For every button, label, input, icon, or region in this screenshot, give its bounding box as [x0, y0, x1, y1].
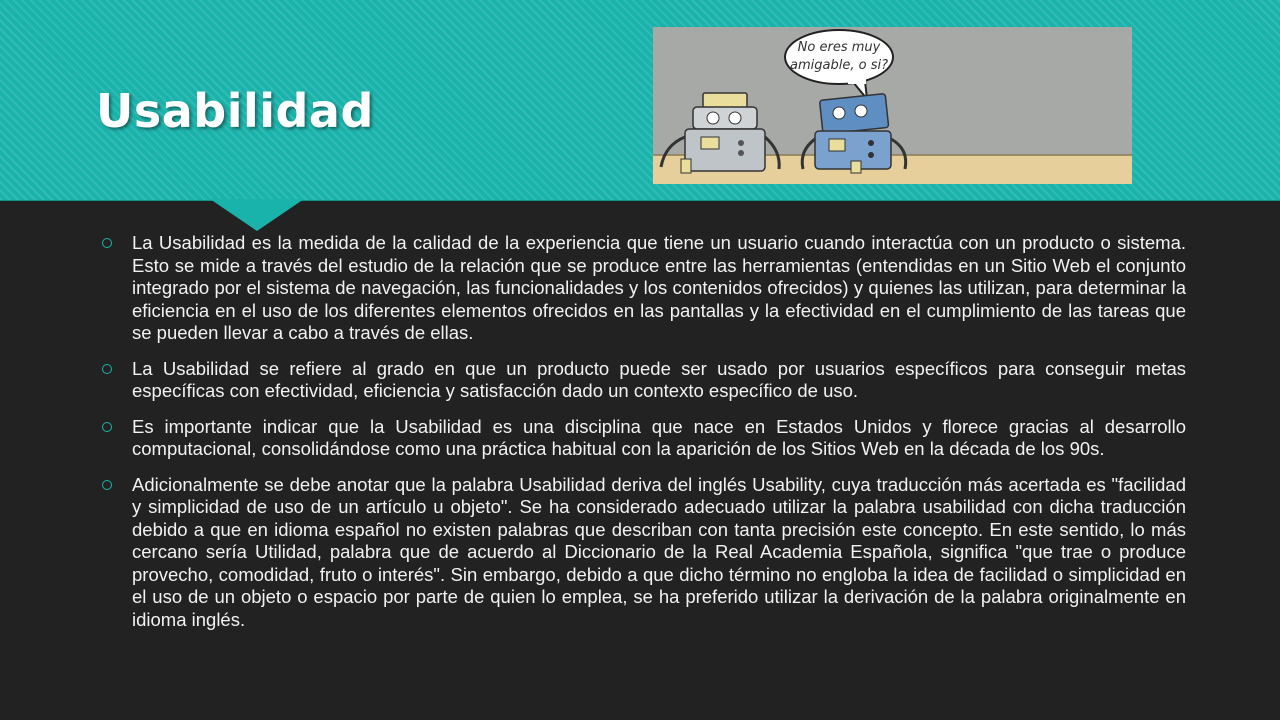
bullet-circle-icon	[102, 480, 112, 490]
bullet-circle-icon	[102, 422, 112, 432]
banner-notch	[210, 199, 304, 231]
robots-cartoon-illustration	[653, 27, 1132, 184]
bullet-item-3	[100, 416, 1186, 461]
bullet-list	[100, 232, 1186, 644]
robots-cartoon-image	[653, 27, 1132, 184]
bullet-circle-icon	[102, 364, 112, 374]
bullet-text: Es importante indicar que la Usabilidad es una disciplina que nace en Estados Unidos y florece gracias al desarrollo computacional, consolidándose como una práctica habitual con la aparición de los Sitios Web en la década de los 90s.	[132, 415, 1186, 459]
bullet-text: Adicionalmente se debe anotar que la palabra Usabilidad deriva del inglés Usability, cuya traducción más acertada es "facilidad y simplicidad de uso de un artículo u objeto". Se ha considerado adecuado utilizar la palabra usabilidad con dicha traducción debido a que en idioma español no existen palabras que describan con tanta precisión este concepto. En este sentido, lo más cercano sería Utilidad, palabra que de acuerdo al Diccionario de la Real Academia Española, significa "que trae o produce provecho, comodidad, fruto o interés". Sin embargo, debido a que dicho término no engloba la idea de facilidad o simplicidad en el uso de un objeto o espacio por parte de quien lo emplea, se ha preferido utilizar la derivación de la palabra originalmente en idioma inglés.	[132, 473, 1186, 630]
bullet-item-1	[100, 232, 1186, 345]
bullet-item-4	[100, 474, 1186, 632]
slide-title: Usabilidad	[96, 84, 374, 138]
bullet-item-2	[100, 358, 1186, 403]
speech-bubble-line-1: No eres muy	[797, 40, 881, 55]
bullet-text: La Usabilidad es la medida de la calidad de la experiencia que tiene un usuario cuando interactúa con un producto o sistema. Esto se mide a través del estudio de la relación que se produce entre las herramientas (entendidas en un Sitio Web el conjunto integrado por el sistema de navegación, las funcionalidades y los contenidos ofrecidos) y quienes las utilizan, para determinar la eficiencia en el uso de los diferentes elementos ofrecidos en las pantallas y la efectividad en el cumplimiento de las tareas que se pueden llevar a cabo a través de ellas.	[132, 232, 1186, 343]
bullet-text: La Usabilidad se refiere al grado en que un producto puede ser usado por usuarios específicos para conseguir metas específicas con efectividad, eficiencia y satisfacción dado un contexto específico de uso.	[132, 357, 1186, 401]
speech-bubble-line-2: amigable, o si?	[790, 58, 888, 73]
bullet-circle-icon	[102, 238, 112, 248]
